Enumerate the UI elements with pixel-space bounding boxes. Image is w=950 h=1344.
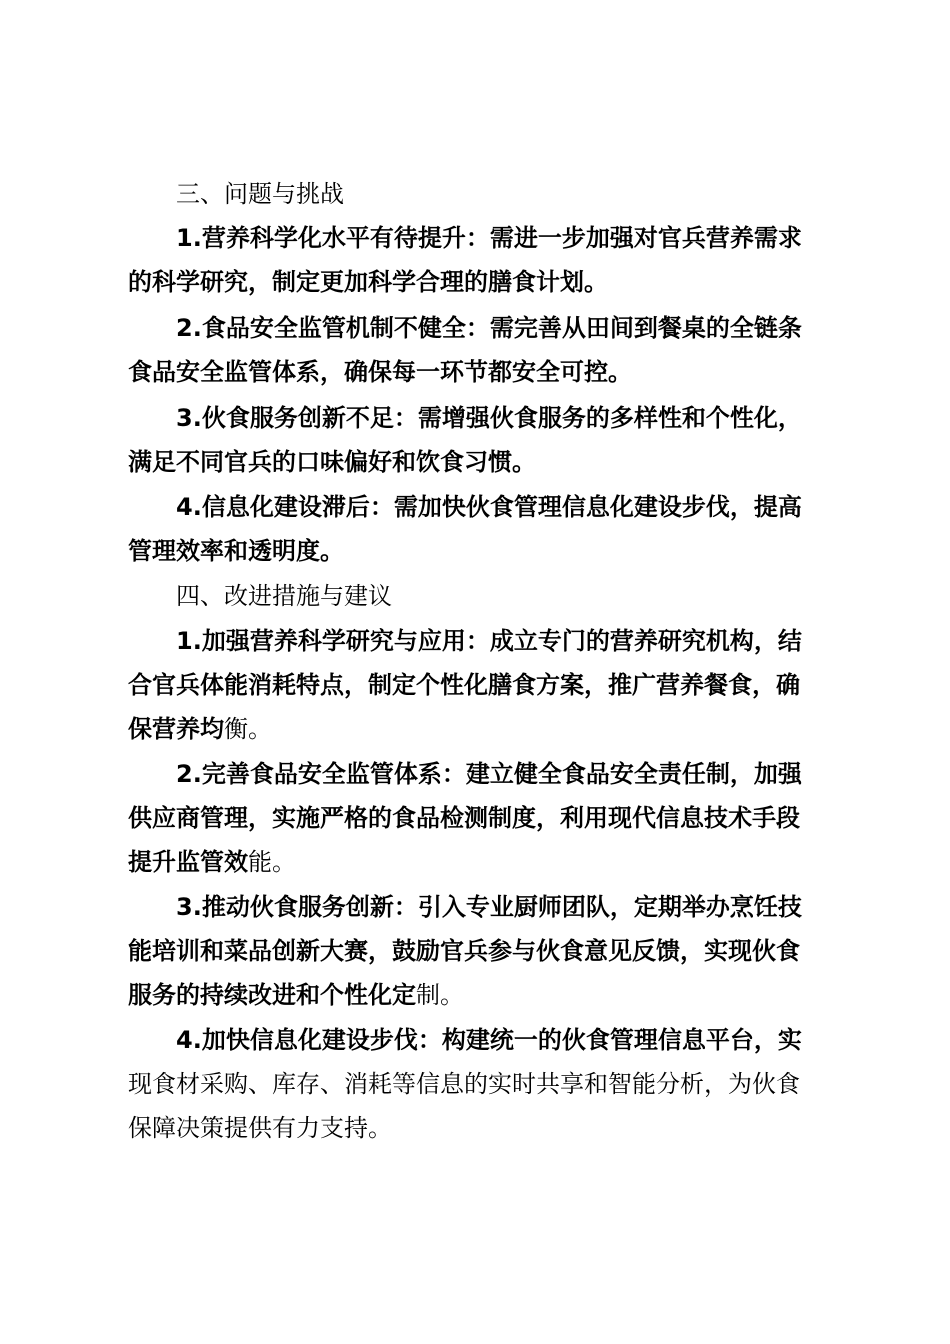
section-3-item-4 (128, 485, 823, 573)
item-text-normal: 能。 (248, 848, 296, 876)
section-4-heading: 四、改进措施与建议 (176, 582, 392, 610)
section-3-item-1 (128, 216, 823, 304)
item-text-bold: 2.完善食品安全监管体系：建立健全食品安全责任制，加强供应商管理，实施严格的食品检测制度，利用现代信息技术手段提升监管效 (128, 760, 802, 876)
section-3-item-2 (128, 306, 823, 394)
item-text-bold: 4.信息化建设滞后：需加快伙食管理信息化建设步伐，提高管理效率和透明度。 (128, 493, 802, 565)
item-text-bold: 3.伙食服务创新不足：需增强伙食服务的多样性和个性化，满足不同官兵的口味偏好和饮食习惯。 (128, 404, 802, 476)
section-4-item-4 (128, 1018, 823, 1150)
item-text-normal: 衡。 (224, 715, 272, 743)
section-4-item-1 (128, 619, 823, 751)
item-text-bold: 2.食品安全监管机制不健全：需完善从田间到餐桌的全链条食品安全监管体系，确保每一环节都安全可控。 (128, 314, 802, 386)
section-3-heading: 三、问题与挑战 (176, 180, 344, 208)
section-4-item-3 (128, 885, 823, 1017)
section-3-item-3 (128, 396, 823, 484)
item-text-bold: 3.推动伙食服务创新：引入专业厨师团队，定期举办烹饪技能培训和菜品创新大赛，鼓励官兵参与伙食意见反馈，实现伙食服务的持续改进和个性化定 (128, 893, 802, 1009)
section-4-item-2 (128, 752, 823, 884)
item-text-normal: 现食材采购、库存、消耗等信息的实时共享和智能分析，为伙食保障决策提供有力支持。 (128, 1070, 800, 1142)
item-text-bold: 1.营养科学化水平有待提升：需进一步加强对官兵营养需求的科学研究，制定更加科学合理的膳食计划。 (128, 224, 802, 296)
item-text-bold: 4.加快信息化建设步伐：构建统一的伙食管理信息平台，实 (176, 1026, 802, 1054)
item-text-bold: 1.加强营养科学研究与应用：成立专门的营养研究机构，结合官兵体能消耗特点，制定个性化膳食方案，推广营养餐食，确保营养均 (128, 627, 802, 743)
item-text-normal: 制。 (416, 981, 464, 1009)
